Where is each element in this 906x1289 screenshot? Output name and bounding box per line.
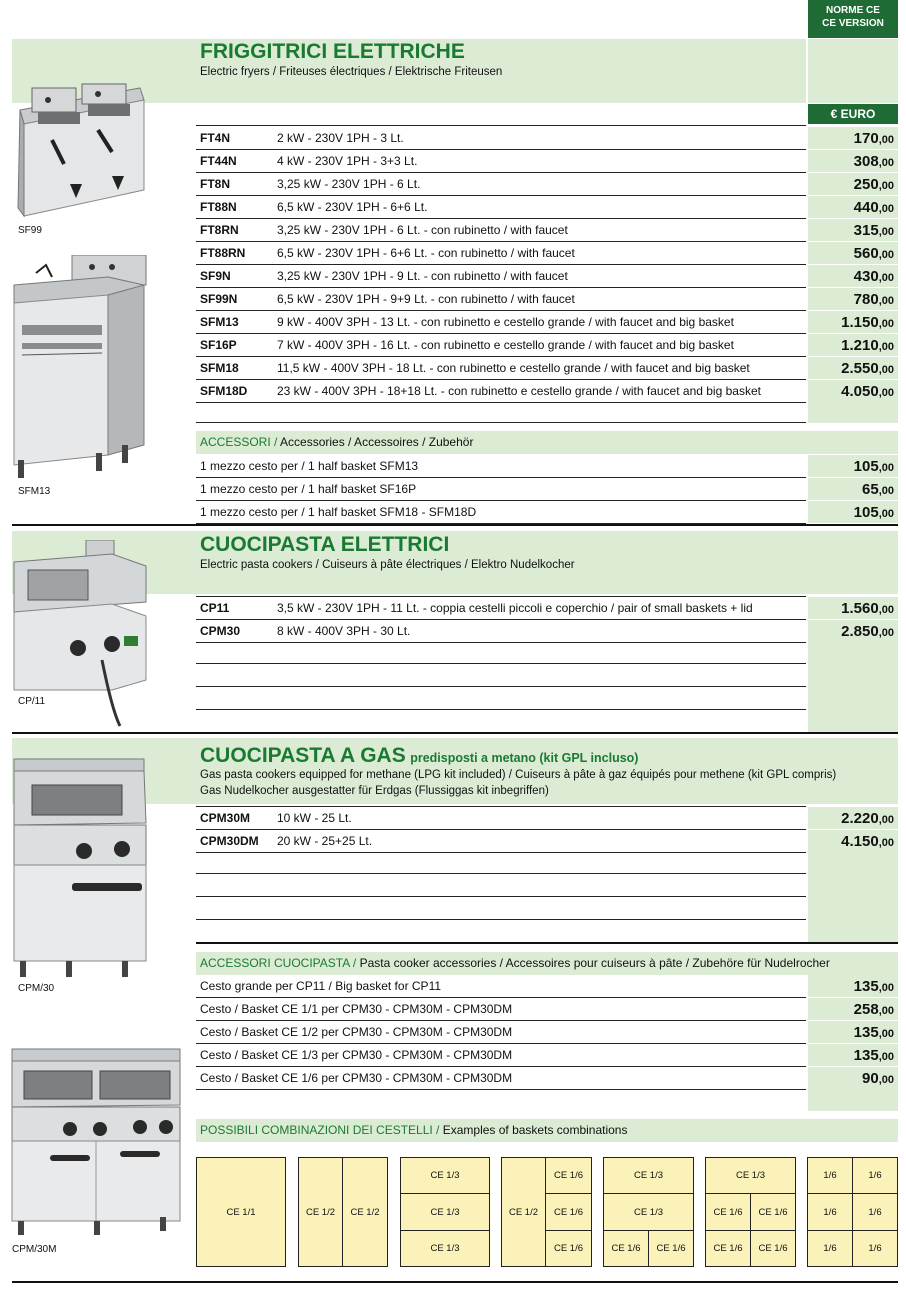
gas-pasta-cooker-model-code: CPM30M bbox=[200, 811, 251, 825]
section3-blank-line-3 bbox=[196, 919, 806, 920]
fryer-price bbox=[808, 288, 898, 311]
fryer-price bbox=[808, 334, 898, 357]
fryer-accessory-price-amount: 65 bbox=[862, 481, 879, 498]
combo-5-cell-sixth-1: CE 1/6 bbox=[603, 1230, 649, 1267]
section3-acc-blank-price-cell bbox=[808, 1089, 898, 1111]
electric-pasta-cooker-description: 3,5 kW - 230V 1PH - 11 Lt. - coppia cestelli piccoli e coperchio / pair of small baskets + lid bbox=[277, 601, 753, 615]
electric-pasta-cooker-row bbox=[196, 620, 806, 643]
gas-pasta-cooker-price-amount: 2.220 bbox=[841, 810, 879, 827]
combo-7-cell-6: 1/6 bbox=[852, 1230, 898, 1267]
combo-7-cell-3: 1/6 bbox=[807, 1193, 853, 1231]
pasta-cooker-accessory-description: Cesto / Basket CE 1/6 per CPM30 - CPM30M - CPM30DM bbox=[200, 1071, 513, 1085]
combo-3-cell-bottom: CE 1/3 bbox=[400, 1230, 490, 1267]
fryer-accessory-price-amount: 105 bbox=[853, 504, 879, 521]
fryer-description: 11,5 kW - 400V 3PH - 18 Lt. - con rubinetto e cestello grande / with faucet and big basket bbox=[277, 361, 750, 375]
combo-6-cell-sixth-3: CE 1/6 bbox=[705, 1230, 751, 1267]
fryer-price-amount: 1.210 bbox=[841, 337, 879, 354]
fryer-price bbox=[808, 311, 898, 334]
euro-badge: € EURO bbox=[808, 104, 898, 124]
fryer-description: 2 kW - 230V 1PH - 3 Lt. bbox=[277, 131, 404, 145]
section2-subtitle: Electric pasta cookers / Cuiseurs à pâte électriques / Elektro Nudelkocher bbox=[200, 559, 575, 571]
fryer-accessory-price bbox=[808, 501, 898, 524]
fryer-accessory-description: 1 mezzo cesto per / 1 half basket SFM13 bbox=[200, 459, 419, 473]
fryer-model-code: SFM18 bbox=[200, 361, 239, 375]
fryer-model-code: SF16P bbox=[200, 338, 237, 352]
fryer-accessory-price-amount: 105 bbox=[853, 458, 879, 475]
combo-6-cell-third: CE 1/3 bbox=[705, 1157, 796, 1194]
gas-pasta-cooker-row bbox=[196, 830, 806, 853]
pasta-cooker-accessory-description: Cesto / Basket CE 1/1 per CPM30 - CPM30M - CPM30DM bbox=[200, 1002, 513, 1016]
electric-pasta-cooker-price-cents: ,00 bbox=[878, 604, 894, 616]
fryer-price-amount: 1.150 bbox=[841, 314, 879, 331]
section3-title-inline: predisposti a metano (kit GPL incluso) bbox=[410, 751, 639, 765]
combo-6-cell-sixth-2: CE 1/6 bbox=[750, 1193, 796, 1231]
fryer-accessory-description: 1 mezzo cesto per / 1 half basket SF16P bbox=[200, 482, 417, 496]
combo-6-cell-sixth-1: CE 1/6 bbox=[705, 1193, 751, 1231]
fryer-accessory-price-cents: ,00 bbox=[878, 508, 894, 520]
combo-2-cell-left: CE 1/2 bbox=[298, 1157, 343, 1267]
pasta-cooker-accessory-description: Cesto / Basket CE 1/3 per CPM30 - CPM30M - CPM30DM bbox=[200, 1048, 513, 1062]
pasta-cooker-accessory-price-cents: ,00 bbox=[878, 1051, 894, 1063]
pasta-cooker-cpm30m-photo bbox=[10, 1045, 182, 1243]
fryer-price-amount: 170 bbox=[853, 130, 879, 147]
fryer-price-cents: ,00 bbox=[878, 180, 894, 192]
pasta-cooker-accessory-price bbox=[808, 1021, 898, 1044]
pasta-cooker-accessory-description: Cesto grande per CP11 / Big basket for CP11 bbox=[200, 979, 442, 993]
fryer-accessory-price-cents: ,00 bbox=[878, 462, 894, 474]
fryer-price-amount: 430 bbox=[853, 268, 879, 285]
fryer-price bbox=[808, 265, 898, 288]
pasta-cooker-accessory-price-amount: 135 bbox=[853, 978, 879, 995]
pasta-cooker-accessory-price bbox=[808, 975, 898, 998]
pasta-cooker-accessory-price-cents: ,00 bbox=[878, 982, 894, 994]
fryer-accessory-price bbox=[808, 455, 898, 478]
electric-pasta-cooker-model-code: CP11 bbox=[200, 601, 230, 615]
pasta-cooker-accessory-price bbox=[808, 1044, 898, 1067]
fryer-model-code: SFM13 bbox=[200, 315, 239, 329]
section1-bottom-rule bbox=[12, 524, 898, 526]
combo-6-cell-sixth-4: CE 1/6 bbox=[750, 1230, 796, 1267]
basket-combinations-header-rest: Examples of baskets combinations bbox=[439, 1123, 628, 1137]
combo-7-cell-5: 1/6 bbox=[807, 1230, 853, 1267]
gas-pasta-cooker-model-code: CPM30DM bbox=[200, 834, 259, 848]
pasta-cooker-accessory-row bbox=[196, 1067, 806, 1090]
combo-4-cell-sixth-3: CE 1/6 bbox=[545, 1230, 592, 1267]
fryer-price bbox=[808, 173, 898, 196]
fryer-model-code: FT88N bbox=[200, 200, 237, 214]
pasta-cooker-accessory-price bbox=[808, 998, 898, 1021]
pasta-cooker-accessory-price-cents: ,00 bbox=[878, 1028, 894, 1040]
fryer-model-code: FT8RN bbox=[200, 223, 239, 237]
fryer-price-cents: ,00 bbox=[878, 341, 894, 353]
fryer-accessory-price-cents: ,00 bbox=[878, 485, 894, 497]
fryer-price-amount: 315 bbox=[853, 222, 879, 239]
section1-blank-line bbox=[196, 422, 806, 423]
electric-pasta-cooker-price-amount: 1.560 bbox=[841, 600, 879, 617]
fryer-row bbox=[196, 380, 806, 403]
fryer-accessory-price bbox=[808, 478, 898, 501]
fryer-model-code: FT4N bbox=[200, 131, 230, 145]
fryer-row bbox=[196, 196, 806, 219]
norme-ce-badge bbox=[808, 0, 898, 38]
fryer-description: 23 kW - 400V 3PH - 18+18 Lt. - con rubinetto e cestello grande / with faucet and big basket bbox=[277, 384, 761, 398]
fryer-row bbox=[196, 242, 806, 265]
fryer-price bbox=[808, 219, 898, 242]
section3-subtitle-1: Gas pasta cookers equipped for methane (LPG kit included) / Cuiseurs à pâte à gaz équipés pour methene (kit GPL compris) bbox=[200, 769, 837, 781]
section3-blank-line-1 bbox=[196, 873, 806, 874]
section1-subtitle: Electric fryers / Friteuses électriques / Elektrische Friteusen bbox=[200, 66, 503, 78]
fryer-row bbox=[196, 265, 806, 288]
fryer-accessory-description: 1 mezzo cesto per / 1 half basket SFM18 - SFM18D bbox=[200, 505, 477, 519]
pasta-cooker-cpm30-label: CPM/30 bbox=[18, 983, 55, 994]
fryer-row bbox=[196, 219, 806, 242]
section2-blank-line-3 bbox=[196, 709, 806, 710]
fryer-model-code: SF99N bbox=[200, 292, 238, 306]
fryer-price-cents: ,00 bbox=[878, 364, 894, 376]
norme-ce-line2: CE VERSION bbox=[822, 18, 884, 29]
gas-pasta-cooker-description: 10 kW - 25 Lt. bbox=[277, 811, 352, 825]
section3-blank-line-2 bbox=[196, 896, 806, 897]
combo-4-cell-half: CE 1/2 bbox=[501, 1157, 546, 1267]
fryer-accessory-row bbox=[196, 478, 806, 501]
pasta-cooker-accessory-row bbox=[196, 1021, 806, 1044]
fryer-price-amount: 440 bbox=[853, 199, 879, 216]
fryer-price-cents: ,00 bbox=[878, 226, 894, 238]
basket-combinations-header-green: POSSIBILI COMBINAZIONI DEI CESTELLI / bbox=[200, 1123, 440, 1137]
combo-5-cell-third-1: CE 1/3 bbox=[603, 1157, 694, 1194]
fryer-row bbox=[196, 311, 806, 334]
fryer-row bbox=[196, 173, 806, 196]
pasta-cooker-accessory-price bbox=[808, 1067, 898, 1090]
fryer-price bbox=[808, 127, 898, 150]
fryer-sf99-label: SF99 bbox=[18, 225, 42, 236]
section1-title: FRIGGITRICI ELETTRICHE bbox=[200, 40, 465, 63]
pasta-cooker-accessory-row bbox=[196, 975, 806, 998]
fryer-description: 6,5 kW - 230V 1PH - 6+6 Lt. - con rubinetto / with faucet bbox=[277, 246, 575, 260]
section1-blank-price-cell bbox=[808, 401, 898, 423]
combo-4-cell-sixth-1: CE 1/6 bbox=[545, 1157, 592, 1194]
gas-pasta-cooker-price-cents: ,00 bbox=[878, 837, 894, 849]
fryer-description: 4 kW - 230V 1PH - 3+3 Lt. bbox=[277, 154, 418, 168]
electric-pasta-cooker-price-amount: 2.850 bbox=[841, 623, 879, 640]
electric-pasta-cooker-description: 8 kW - 400V 3PH - 30 Lt. bbox=[277, 624, 411, 638]
combo-1-cell: CE 1/1 bbox=[196, 1157, 286, 1267]
fryer-description: 9 kW - 400V 3PH - 13 Lt. - con rubinetto e cestello grande / with faucet and big basket bbox=[277, 315, 734, 329]
section3-subtitle-2: Gas Nudelkocher ausgestatter für Erdgas (Flussiggas kit inbegriffen) bbox=[200, 785, 549, 797]
combo-7-cell-4: 1/6 bbox=[852, 1193, 898, 1231]
section2-blank-price-cells bbox=[808, 642, 898, 732]
fryer-price-amount: 560 bbox=[853, 245, 879, 262]
fryer-price-amount: 780 bbox=[853, 291, 879, 308]
fryer-description: 6,5 kW - 230V 1PH - 9+9 Lt. - con rubinetto / with faucet bbox=[277, 292, 575, 306]
fryer-price-cents: ,00 bbox=[878, 249, 894, 261]
pasta-cooker-accessory-price-amount: 135 bbox=[853, 1047, 879, 1064]
pasta-cooker-accessory-row bbox=[196, 998, 806, 1021]
electric-pasta-cooker-model-code: CPM30 bbox=[200, 624, 241, 638]
fryer-model-code: FT88RN bbox=[200, 246, 246, 260]
gas-pasta-cooker-description: 20 kW - 25+25 Lt. bbox=[277, 834, 373, 848]
section2-title: CUOCIPASTA ELETTRICI bbox=[200, 533, 450, 556]
combo-7-cell-1: 1/6 bbox=[807, 1157, 853, 1194]
section2-blank-line-2 bbox=[196, 686, 806, 687]
pasta-cooker-accessory-price-amount: 258 bbox=[853, 1001, 879, 1018]
fryer-description: 3,25 kW - 230V 1PH - 6 Lt. - con rubinetto / with faucet bbox=[277, 223, 568, 237]
pasta-cooker-accessory-price-cents: ,00 bbox=[878, 1005, 894, 1017]
combo-3-cell-middle: CE 1/3 bbox=[400, 1193, 490, 1231]
section3-accessories-header bbox=[196, 952, 898, 975]
fryer-price-amount: 250 bbox=[853, 176, 879, 193]
pasta-cooker-accessory-price-amount: 135 bbox=[853, 1024, 879, 1041]
gas-pasta-cooker-price bbox=[808, 830, 898, 853]
fryer-price bbox=[808, 150, 898, 173]
pasta-cooker-cp11-label: CP/11 bbox=[18, 696, 46, 707]
fryer-price-amount: 308 bbox=[853, 153, 879, 170]
fryer-accessory-row bbox=[196, 455, 806, 478]
fryer-row bbox=[196, 288, 806, 311]
gas-pasta-cooker-price bbox=[808, 807, 898, 830]
pasta-cooker-accessory-price-amount: 90 bbox=[862, 1070, 879, 1087]
fryer-price bbox=[808, 357, 898, 380]
gas-pasta-cooker-price-cents: ,00 bbox=[878, 814, 894, 826]
electric-pasta-cooker-price-cents: ,00 bbox=[878, 627, 894, 639]
fryer-sfm13-photo bbox=[12, 255, 148, 485]
fryer-model-code: FT44N bbox=[200, 154, 237, 168]
section2-blank-line-1 bbox=[196, 663, 806, 664]
combo-2-cell-right: CE 1/2 bbox=[342, 1157, 388, 1267]
fryer-description: 3,25 kW - 230V 1PH - 6 Lt. bbox=[277, 177, 421, 191]
section1-top-line bbox=[196, 125, 806, 126]
fryer-price-cents: ,00 bbox=[878, 272, 894, 284]
gas-pasta-cooker-price-amount: 4.150 bbox=[841, 833, 879, 850]
fryer-price bbox=[808, 380, 898, 403]
basket-combinations-header bbox=[196, 1119, 898, 1142]
fryer-row bbox=[196, 357, 806, 380]
combo-3-cell-top: CE 1/3 bbox=[400, 1157, 490, 1194]
fryer-price-cents: ,00 bbox=[878, 134, 894, 146]
fryer-model-code: SF9N bbox=[200, 269, 231, 283]
combo-4-cell-sixth-2: CE 1/6 bbox=[545, 1193, 592, 1231]
fryer-accessory-row bbox=[196, 501, 806, 524]
fryer-price bbox=[808, 242, 898, 265]
fryer-description: 3,25 kW - 230V 1PH - 9 Lt. - con rubinetto / with faucet bbox=[277, 269, 568, 283]
section3-accessories-header-green: ACCESSORI CUOCIPASTA / bbox=[200, 956, 357, 970]
section1-accessories-header-green: ACCESSORI / bbox=[200, 435, 278, 449]
fryer-description: 6,5 kW - 230V 1PH - 6+6 Lt. bbox=[277, 200, 428, 214]
fryer-description: 7 kW - 400V 3PH - 16 Lt. - con rubinetto e cestello grande / with faucet and big basket bbox=[277, 338, 734, 352]
pasta-cooker-cpm30m-label: CPM/30M bbox=[12, 1244, 57, 1255]
fryer-model-code: SFM18D bbox=[200, 384, 248, 398]
fryer-price-cents: ,00 bbox=[878, 387, 894, 399]
pasta-cooker-cpm30-photo bbox=[12, 755, 148, 980]
electric-pasta-cooker-price bbox=[808, 597, 898, 620]
fryer-price-cents: ,00 bbox=[878, 318, 894, 330]
pasta-cooker-accessory-price-cents: ,00 bbox=[878, 1074, 894, 1086]
electric-pasta-cooker-price bbox=[808, 620, 898, 643]
fryer-price-cents: ,00 bbox=[878, 203, 894, 215]
gas-pasta-cooker-row bbox=[196, 807, 806, 830]
fryer-price-cents: ,00 bbox=[878, 295, 894, 307]
fryer-model-code: FT8N bbox=[200, 177, 230, 191]
fryer-price-amount: 2.550 bbox=[841, 360, 879, 377]
fryer-row bbox=[196, 334, 806, 357]
fryer-row bbox=[196, 127, 806, 150]
section3-blank-price-cells bbox=[808, 852, 898, 942]
pasta-cooker-accessory-row bbox=[196, 1044, 806, 1067]
fryer-row bbox=[196, 150, 806, 173]
section3-separator bbox=[196, 942, 898, 944]
pasta-cooker-accessory-description: Cesto / Basket CE 1/2 per CPM30 - CPM30M - CPM30DM bbox=[200, 1025, 513, 1039]
section2-bottom-rule bbox=[12, 732, 898, 734]
combo-7-cell-2: 1/6 bbox=[852, 1157, 898, 1194]
fryer-price-cents: ,00 bbox=[878, 157, 894, 169]
combo-5-cell-third-2: CE 1/3 bbox=[603, 1193, 694, 1231]
fryer-price bbox=[808, 196, 898, 219]
section1-accessories-header-rest: Accessories / Accessoires / Zubehör bbox=[277, 435, 474, 449]
norme-ce-line1: NORME CE bbox=[826, 5, 880, 16]
fryer-sf99-photo bbox=[12, 80, 148, 220]
fryer-price-amount: 4.050 bbox=[841, 383, 879, 400]
page-bottom-rule bbox=[12, 1281, 898, 1283]
section3-title: CUOCIPASTA A GAS bbox=[200, 744, 406, 767]
electric-pasta-cooker-row bbox=[196, 597, 806, 620]
combo-5-cell-sixth-2: CE 1/6 bbox=[648, 1230, 694, 1267]
section1-price-column-top bbox=[808, 39, 898, 103]
section3-title-row bbox=[200, 744, 638, 768]
section1-accessories-header bbox=[196, 431, 898, 454]
section3-accessories-header-rest: Pasta cooker accessories / Accessoires pour cuiseurs à pâte / Zubehöre für Nudelrocher bbox=[356, 956, 830, 970]
fryer-sfm13-label: SFM13 bbox=[18, 486, 51, 497]
